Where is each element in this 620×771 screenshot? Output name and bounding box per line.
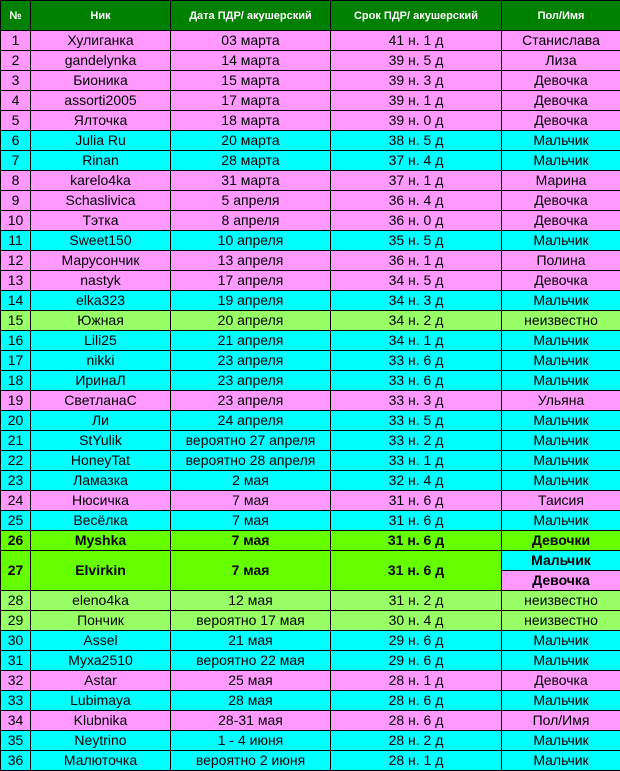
row-number-cell: 35 [1,731,31,751]
sex-name-cell: Мальчик [502,731,620,751]
term-cell: 39 н. 3 д [331,71,502,91]
due-date-cell: 31 марта [171,171,331,191]
sex-name-cell: Мальчик [502,231,620,251]
row-number-cell: 29 [1,611,31,631]
nick-cell: Нюсичка [31,491,171,511]
term-cell: 32 н. 4 д [331,471,502,491]
term-cell: 29 н. 6 д [331,651,502,671]
term-cell: 33 н. 2 д [331,431,502,451]
nick-cell: StYulik [31,431,171,451]
term-cell: 34 н. 1 д [331,331,502,351]
table-row [1,731,620,751]
nick-cell: Ялточка [31,111,171,131]
table-row [1,71,620,91]
table-row [1,431,620,451]
header-number: № [1,1,31,31]
row-number-cell: 16 [1,331,31,351]
nick-cell: nastyk [31,271,171,291]
table-row [1,311,620,331]
term-cell: 28 н. 1 д [331,671,502,691]
term-cell: 28 н. 6 д [331,691,502,711]
term-cell: 37 н. 4 д [331,151,502,171]
term-cell: 33 н. 3 д [331,391,502,411]
nick-cell: Муха2510 [31,651,171,671]
table-row [1,371,620,391]
nick-cell: СветланаС [31,391,171,411]
sex-name-cell: Станислава [502,31,620,51]
row-number-cell: 31 [1,651,31,671]
nick-cell: gandelynka [31,51,171,71]
term-cell: 33 н. 6 д [331,371,502,391]
due-date-cell: 23 апреля [171,391,331,411]
due-date-cell: 21 мая [171,631,331,651]
row-number-cell: 33 [1,691,31,711]
term-cell: 38 н. 5 д [331,131,502,151]
row-number-cell: 1 [1,31,31,51]
table-row [1,391,620,411]
row-number-cell: 27 [1,551,31,591]
sex-name-cell: Таисия [502,491,620,511]
table-row [1,271,620,291]
sex-name-cell: Ульяна [502,391,620,411]
due-date-cell: 13 апреля [171,251,331,271]
nick-cell: Тэтка [31,211,171,231]
due-date-cell: 14 марта [171,51,331,71]
nick-cell: karelo4ka [31,171,171,191]
sex-name-cell: неизвестно [502,311,620,331]
row-number-cell: 20 [1,411,31,431]
nick-cell: Schaslivica [31,191,171,211]
table-row [1,531,620,551]
table-row [1,351,620,371]
row-number-cell: 13 [1,271,31,291]
table-row [1,211,620,231]
header-sex-name: Пол/Имя [502,1,620,31]
table-row [1,511,620,531]
sex-name-cell: Мальчик [502,751,620,771]
row-number-cell: 9 [1,191,31,211]
sex-name-cell: Девочка [502,571,620,591]
nick-cell: Neytrino [31,731,171,751]
row-number-cell: 24 [1,491,31,511]
row-number-cell: 10 [1,211,31,231]
term-cell: 41 н. 1 д [331,31,502,51]
term-cell: 29 н. 6 д [331,631,502,651]
nick-cell: Бионика [31,71,171,91]
row-number-cell: 26 [1,531,31,551]
due-date-cell: 28 мая [171,691,331,711]
term-cell: 28 н. 1 д [331,751,502,771]
term-cell: 39 н. 1 д [331,91,502,111]
nick-cell: Пончик [31,611,171,631]
table-row [1,51,620,71]
header-due-date: Дата ПДР/ акушерский [171,1,331,31]
due-date-cell: 2 мая [171,471,331,491]
table-row [1,111,620,131]
nick-cell: Ламазка [31,471,171,491]
sex-name-cell: Девочка [502,191,620,211]
row-number-cell: 34 [1,711,31,731]
sex-name-cell: Мальчик [502,371,620,391]
term-cell: 36 н. 4 д [331,191,502,211]
sex-name-cell: неизвестно [502,591,620,611]
nick-cell: Klubnika [31,711,171,731]
table-row [1,451,620,471]
table-row [1,91,620,111]
table-row [1,411,620,431]
term-cell: 31 н. 6 д [331,511,502,531]
table-row [1,691,620,711]
table-row [1,151,620,171]
row-number-cell: 6 [1,131,31,151]
term-cell: 34 н. 3 д [331,291,502,311]
due-date-cell: вероятно 17 мая [171,611,331,631]
header-term: Срок ПДР/ акушерский [331,1,502,31]
term-cell: 36 н. 1 д [331,251,502,271]
row-number-cell: 12 [1,251,31,271]
term-cell: 33 н. 6 д [331,351,502,371]
table-row [1,671,620,691]
term-cell: 39 н. 0 д [331,111,502,131]
term-cell: 30 н. 4 д [331,611,502,631]
due-date-cell: 03 марта [171,31,331,51]
due-date-cell: 23 апреля [171,371,331,391]
table-row [1,251,620,271]
row-number-cell: 5 [1,111,31,131]
table-row [1,651,620,671]
table-row [1,191,620,211]
table-row [1,471,620,491]
due-date-cell: вероятно 22 мая [171,651,331,671]
sex-name-cell: Девочки [502,531,620,551]
sex-name-cell: Мальчик [502,411,620,431]
nick-cell: Ли [31,411,171,431]
due-date-cell: 20 апреля [171,311,331,331]
due-date-cell: вероятно 28 апреля [171,451,331,471]
nick-cell: elka323 [31,291,171,311]
due-date-cell: 7 мая [171,531,331,551]
term-cell: 31 н. 6 д [331,491,502,511]
due-date-cell: 5 апреля [171,191,331,211]
row-number-cell: 23 [1,471,31,491]
table-row [1,611,620,631]
due-date-cell: 18 марта [171,111,331,131]
due-date-cell: 10 апреля [171,231,331,251]
sex-name-cell: Девочка [502,91,620,111]
row-number-cell: 17 [1,351,31,371]
term-cell: 39 н. 5 д [331,51,502,71]
nick-cell: Lubimaya [31,691,171,711]
table-row [1,491,620,511]
sex-name-cell: Мальчик [502,631,620,651]
due-date-cell: 24 апреля [171,411,331,431]
due-date-cell: 21 апреля [171,331,331,351]
nick-cell: Хулиганка [31,31,171,51]
row-number-cell: 32 [1,671,31,691]
table-row [1,631,620,651]
nick-cell: Myshka [31,531,171,551]
sex-name-cell: Мальчик [502,551,620,571]
nick-cell: Lili25 [31,331,171,351]
due-date-cell: 7 мая [171,511,331,531]
due-date-cell: вероятно 27 апреля [171,431,331,451]
sex-name-cell: Мальчик [502,651,620,671]
nick-cell: Sweet150 [31,231,171,251]
row-number-cell: 22 [1,451,31,471]
row-number-cell: 28 [1,591,31,611]
header-row [1,1,620,31]
sex-name-cell: Мальчик [502,331,620,351]
row-number-cell: 21 [1,431,31,451]
nick-cell: Южная [31,311,171,331]
row-number-cell: 25 [1,511,31,531]
term-cell: 31 н. 2 д [331,591,502,611]
term-cell: 34 н. 2 д [331,311,502,331]
sex-name-cell: неизвестно [502,611,620,631]
row-number-cell: 3 [1,71,31,91]
table-row [1,751,620,771]
table-row [1,31,620,51]
row-number-cell: 18 [1,371,31,391]
nick-cell: assorti2005 [31,91,171,111]
sex-name-cell: Девочка [502,671,620,691]
table-row [1,331,620,351]
sex-name-cell: Мальчик [502,291,620,311]
due-date-cell: 19 апреля [171,291,331,311]
sex-name-cell: Лиза [502,51,620,71]
nick-cell: Весёлка [31,511,171,531]
due-date-cell: 25 мая [171,671,331,691]
nick-cell: Astar [31,671,171,691]
term-cell: 31 н. 6 д [331,551,502,591]
due-date-cell: 17 марта [171,91,331,111]
table-row [1,591,620,611]
term-cell: 28 н. 2 д [331,731,502,751]
row-number-cell: 36 [1,751,31,771]
due-date-cell: 28 марта [171,151,331,171]
due-date-cell: 1 - 4 июня [171,731,331,751]
nick-cell: HoneyTat [31,451,171,471]
term-cell: 34 н. 5 д [331,271,502,291]
due-date-cell: 8 апреля [171,211,331,231]
term-cell: 37 н. 1 д [331,171,502,191]
row-number-cell: 30 [1,631,31,651]
row-number-cell: 11 [1,231,31,251]
sex-name-cell: Мальчик [502,151,620,171]
nick-cell: nikki [31,351,171,371]
sex-name-cell: Мальчик [502,431,620,451]
row-number-cell: 4 [1,91,31,111]
sex-name-cell: Мальчик [502,691,620,711]
due-date-cell: 17 апреля [171,271,331,291]
table-row [1,291,620,311]
due-date-cell: 7 мая [171,491,331,511]
sex-name-cell: Девочка [502,271,620,291]
term-cell: 31 н. 6 д [331,531,502,551]
header-nick: Ник [31,1,171,31]
term-cell: 35 н. 5 д [331,231,502,251]
sex-name-cell: Девочка [502,71,620,91]
row-number-cell: 2 [1,51,31,71]
nick-cell: eleno4ka [31,591,171,611]
table-row [1,171,620,191]
table-row [1,711,620,731]
nick-cell: Rinan [31,151,171,171]
nick-cell: Малюточка [31,751,171,771]
due-date-cell: 23 апреля [171,351,331,371]
row-number-cell: 19 [1,391,31,411]
sex-name-cell: Мальчик [502,471,620,491]
nick-cell: Julia Ru [31,131,171,151]
nick-cell: Assel [31,631,171,651]
nick-cell: Марусончик [31,251,171,271]
term-cell: 33 н. 1 д [331,451,502,471]
sex-name-cell: Мальчик [502,131,620,151]
row-number-cell: 14 [1,291,31,311]
sex-name-cell: Мальчик [502,451,620,471]
due-date-cell: 20 марта [171,131,331,151]
due-date-cell: 28-31 мая [171,711,331,731]
nick-cell: ИринаЛ [31,371,171,391]
term-cell: 33 н. 5 д [331,411,502,431]
sex-name-cell: Девочка [502,111,620,131]
due-date-cell: 12 мая [171,591,331,611]
sex-name-cell: Мальчик [502,351,620,371]
sex-name-cell: Полина [502,251,620,271]
sex-name-cell: Мальчик [502,511,620,531]
table-row [1,131,620,151]
term-cell: 36 н. 0 д [331,211,502,231]
nick-cell: Elvirkin [31,551,171,591]
row-number-cell: 7 [1,151,31,171]
sex-name-cell: Пол/Имя [502,711,620,731]
due-date-cell: 7 мая [171,551,331,591]
table-row [1,231,620,251]
sex-name-cell: Девочка [502,211,620,231]
term-cell: 28 н. 6 д [331,711,502,731]
due-date-cell: вероятно 2 июня [171,751,331,771]
row-number-cell: 8 [1,171,31,191]
sex-name-cell: Марина [502,171,620,191]
table-body [1,31,620,771]
table-row [1,551,620,571]
due-date-cell: 15 марта [171,71,331,91]
row-number-cell: 15 [1,311,31,331]
